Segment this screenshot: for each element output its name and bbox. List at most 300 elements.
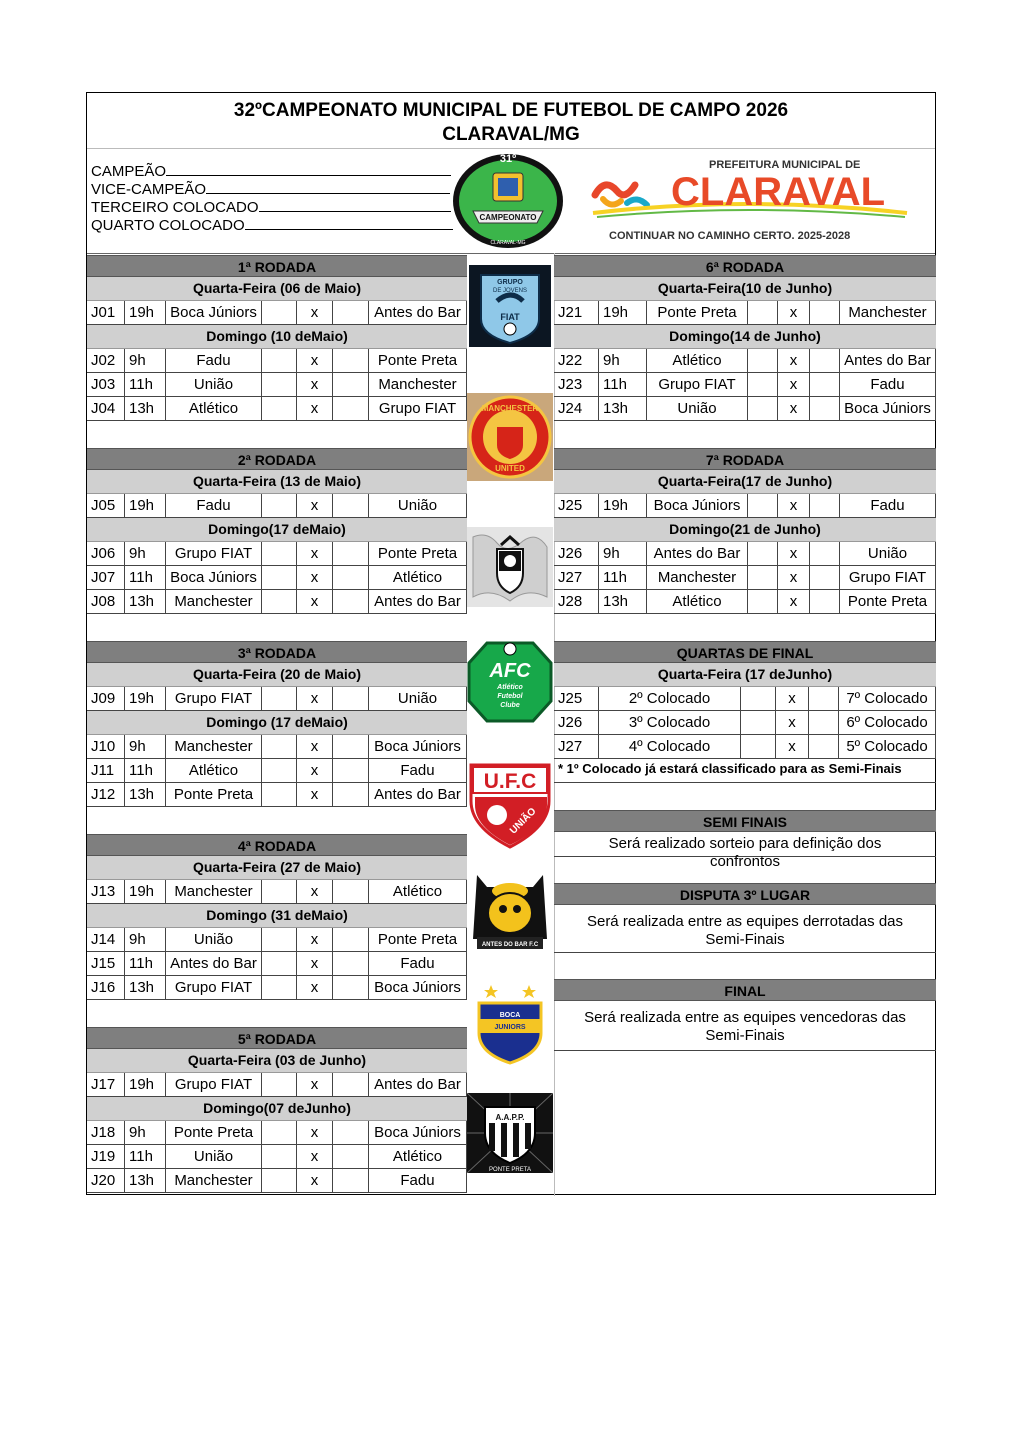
game-away-cell: Ponte Preta (840, 590, 936, 613)
table-row (87, 687, 467, 711)
prefeitura-name: CLARAVAL (671, 170, 886, 214)
game-away-cell: Antes do Bar (369, 783, 467, 806)
game-away-cell: Fadu (840, 373, 936, 396)
game-blank-cell (333, 1121, 369, 1144)
round-4-header: 4ª RODADA (87, 834, 467, 856)
game-blank-cell (333, 542, 369, 565)
game-home-cell: Ponte Preta (166, 783, 262, 806)
game-blank-cell (262, 566, 297, 589)
game-blank-cell (262, 783, 297, 806)
game-away-cell: Boca Júniors (840, 397, 936, 420)
badge-ribbon-text: CAMPEONATO (479, 213, 537, 222)
game-vs-cell: x (297, 542, 333, 565)
quarter-id-cell: J27 (554, 735, 599, 758)
championship-badge (451, 149, 565, 253)
quarter-vs-cell: x (776, 687, 809, 710)
game-id-cell: J24 (554, 397, 599, 420)
game-blank-cell (333, 397, 369, 420)
game-blank-cell (810, 590, 840, 613)
table-row (87, 566, 467, 590)
game-id-cell: J08 (87, 590, 125, 613)
game-id-cell: J21 (554, 301, 599, 324)
game-vs-cell: x (297, 1145, 333, 1168)
quarterfinals-header: QUARTAS DE FINAL (554, 641, 936, 663)
game-home-cell: Atlético (166, 397, 262, 420)
game-blank-cell (333, 301, 369, 324)
game-blank-cell (748, 590, 778, 613)
game-blank-cell (333, 1169, 369, 1192)
game-away-cell: Antes do Bar (369, 301, 467, 324)
game-home-cell: União (647, 397, 748, 420)
game-home-cell: Antes do Bar (647, 542, 748, 565)
game-time-cell: 9h (599, 542, 647, 565)
game-home-cell: Atlético (647, 349, 748, 372)
game-away-cell: Fadu (369, 952, 467, 975)
game-vs-cell: x (297, 494, 333, 517)
game-vs-cell: x (297, 976, 333, 999)
game-home-cell: Fadu (166, 494, 262, 517)
game-vs-cell: x (297, 880, 333, 903)
page-subtitle: CLARAVAL/MG (442, 124, 580, 145)
game-time-cell: 9h (125, 542, 166, 565)
table-row (554, 349, 936, 373)
game-away-cell: Atlético (369, 1145, 467, 1168)
game-time-cell: 19h (125, 880, 166, 903)
game-id-cell: J01 (87, 301, 125, 324)
game-vs-cell: x (778, 349, 810, 372)
game-id-cell: J14 (87, 928, 125, 951)
ponte-logo-mono: A.A.P.P. (495, 1113, 525, 1122)
game-away-cell: Antes do Bar (369, 590, 467, 613)
quarter-away-cell: 5º Colocado (839, 735, 936, 758)
game-blank-cell (262, 494, 297, 517)
game-home-cell: Grupo FIAT (166, 687, 262, 710)
game-blank-cell (262, 590, 297, 613)
table-row (87, 542, 467, 566)
game-blank-cell (333, 759, 369, 782)
table-row (554, 542, 936, 566)
game-blank-cell (262, 1073, 297, 1096)
game-time-cell: 19h (125, 1073, 166, 1096)
game-blank-cell (333, 735, 369, 758)
game-away-cell: Ponte Preta (369, 542, 467, 565)
table-row (87, 397, 467, 421)
game-home-cell: Ponte Preta (647, 301, 748, 324)
round-2-day-label: Domingo(17 deMaio) (87, 518, 467, 542)
game-away-cell: Ponte Preta (369, 928, 467, 951)
table-row (87, 880, 467, 904)
game-blank-cell (333, 976, 369, 999)
game-blank-cell (333, 494, 369, 517)
prefeitura-logo (587, 155, 917, 247)
game-away-cell: Atlético (369, 880, 467, 903)
table-row (87, 1145, 467, 1169)
game-blank-cell (333, 783, 369, 806)
game-vs-cell: x (297, 301, 333, 324)
ponte-preta-logo (467, 1093, 553, 1173)
game-blank-cell (333, 566, 369, 589)
game-away-cell: União (840, 542, 936, 565)
game-home-cell: Manchester (647, 566, 748, 589)
game-time-cell: 11h (125, 566, 166, 589)
game-blank-cell (810, 373, 840, 396)
manchester-logo-bottom: UNITED (495, 464, 525, 473)
quarter-blank-cell (741, 687, 776, 710)
boca-juniors-logo (467, 981, 553, 1065)
table-row (87, 1169, 467, 1193)
fiat-logo-mid: DE JOVENS (492, 288, 528, 294)
round-4-day-label: Quarta-Feira (27 de Maio) (87, 856, 467, 880)
game-blank-cell (333, 373, 369, 396)
table-row (87, 373, 467, 397)
game-blank-cell (748, 373, 778, 396)
table-row (87, 301, 467, 325)
game-vs-cell: x (778, 301, 810, 324)
game-home-cell: Manchester (166, 735, 262, 758)
semifinals-text: Será realizado sorteio para definição dos confrontos (554, 832, 936, 857)
table-row (554, 687, 936, 711)
award-champion: CAMPEÃO (91, 163, 451, 180)
game-time-cell: 11h (125, 1145, 166, 1168)
game-blank-cell (333, 952, 369, 975)
game-away-cell: Manchester (840, 301, 936, 324)
game-home-cell: União (166, 928, 262, 951)
round-4-day-label: Domingo (31 deMaio) (87, 904, 467, 928)
final-text: Será realizada entre as equipes vencedoras das Semi-Finais (554, 1001, 936, 1051)
game-time-cell: 9h (125, 349, 166, 372)
game-id-cell: J19 (87, 1145, 125, 1168)
quarter-home-cell: 2º Colocado (599, 687, 741, 710)
game-blank-cell (748, 566, 778, 589)
game-blank-cell (333, 349, 369, 372)
award-runner-up: VICE-CAMPEÃO (91, 181, 450, 198)
round-2-day-label: Quarta-Feira (13 de Maio) (87, 470, 467, 494)
game-id-cell: J09 (87, 687, 125, 710)
game-time-cell: 9h (125, 1121, 166, 1144)
round-7-header: 7ª RODADA (554, 448, 936, 470)
game-vs-cell: x (297, 783, 333, 806)
header-divider (87, 253, 935, 254)
round-2-header: 2ª RODADA (87, 448, 467, 470)
game-away-cell: Atlético (369, 566, 467, 589)
quarter-away-cell: 6º Colocado (839, 711, 936, 734)
game-time-cell: 13h (599, 590, 647, 613)
game-vs-cell: x (778, 590, 810, 613)
quarterfinals-note: * 1º Colocado já estará classificado para as Semi-Finais (558, 761, 902, 776)
game-blank-cell (262, 397, 297, 420)
table-row (87, 735, 467, 759)
round-1-header: 1ª RODADA (87, 255, 467, 277)
game-blank-cell (333, 1145, 369, 1168)
page-title: 32ºCAMPEONATO MUNICIPAL DE FUTEBOL DE CAMPO 2026 (233, 100, 789, 121)
game-blank-cell (810, 494, 840, 517)
game-vs-cell: x (297, 397, 333, 420)
afc-logo-big: AFC (489, 660, 531, 682)
game-id-cell: J17 (87, 1073, 125, 1096)
game-blank-cell (333, 590, 369, 613)
quarter-home-cell: 3º Colocado (599, 711, 741, 734)
table-row (87, 783, 467, 807)
game-id-cell: J06 (87, 542, 125, 565)
afc-logo-line3: Clube (500, 702, 520, 709)
game-id-cell: J04 (87, 397, 125, 420)
boca-logo-text1: BOCA (499, 1012, 521, 1019)
game-blank-cell (810, 301, 840, 324)
round-6-header: 6ª RODADA (554, 255, 936, 277)
table-row (554, 373, 936, 397)
game-home-cell: Manchester (166, 590, 262, 613)
antes-do-bar-logo (467, 869, 553, 955)
game-blank-cell (262, 301, 297, 324)
game-blank-cell (262, 928, 297, 951)
prefeitura-slogan: CONTINUAR NO CAMINHO CERTO. 2025-2028 (609, 230, 851, 242)
round-3-day-label: Quarta-Feira (20 de Maio) (87, 663, 467, 687)
game-away-cell: Fadu (369, 1169, 467, 1192)
quarter-blank-cell (741, 711, 776, 734)
game-home-cell: Boca Júniors (166, 301, 262, 324)
game-id-cell: J25 (554, 494, 599, 517)
game-vs-cell: x (297, 373, 333, 396)
game-time-cell: 11h (125, 759, 166, 782)
game-time-cell: 19h (125, 494, 166, 517)
game-time-cell: 13h (125, 397, 166, 420)
table-row (87, 759, 467, 783)
game-id-cell: J02 (87, 349, 125, 372)
semifinals-header: SEMI FINAIS (554, 810, 936, 832)
game-home-cell: Boca Júniors (647, 494, 748, 517)
round-1-day-label: Quarta-Feira (06 de Maio) (87, 277, 467, 301)
game-blank-cell (262, 735, 297, 758)
quarter-id-cell: J25 (554, 687, 599, 710)
table-row (87, 928, 467, 952)
quarter-vs-cell: x (776, 735, 809, 758)
game-blank-cell (262, 349, 297, 372)
game-away-cell: Grupo FIAT (840, 566, 936, 589)
table-row (554, 590, 936, 614)
game-blank-cell (262, 542, 297, 565)
round-7-day-label: Domingo(21 de Junho) (554, 518, 936, 542)
game-vs-cell: x (297, 590, 333, 613)
table-row (87, 349, 467, 373)
antes-logo-caption: ANTES DO BAR F.C (481, 942, 539, 948)
round-7-day-label: Quarta-Feira(17 de Junho) (554, 470, 936, 494)
game-time-cell: 11h (125, 952, 166, 975)
game-id-cell: J03 (87, 373, 125, 396)
game-id-cell: J16 (87, 976, 125, 999)
table-row (554, 735, 936, 759)
game-blank-cell (262, 976, 297, 999)
game-time-cell: 11h (599, 373, 647, 396)
table-row (87, 590, 467, 614)
round-5-header: 5ª RODADA (87, 1027, 467, 1049)
quarter-vs-cell: x (776, 711, 809, 734)
game-id-cell: J10 (87, 735, 125, 758)
game-id-cell: J23 (554, 373, 599, 396)
final-header: FINAL (554, 979, 936, 1001)
game-home-cell: Fadu (166, 349, 262, 372)
game-time-cell: 13h (125, 1169, 166, 1192)
game-vs-cell: x (297, 687, 333, 710)
game-blank-cell (810, 542, 840, 565)
table-row (87, 1073, 467, 1097)
game-time-cell: 19h (125, 301, 166, 324)
game-id-cell: J28 (554, 590, 599, 613)
game-blank-cell (810, 397, 840, 420)
game-away-cell: União (369, 687, 467, 710)
game-vs-cell: x (778, 542, 810, 565)
game-vs-cell: x (297, 566, 333, 589)
quarter-blank-cell (809, 735, 839, 758)
quarter-away-cell: 7º Colocado (839, 687, 936, 710)
game-time-cell: 11h (125, 373, 166, 396)
game-home-cell: Manchester (166, 880, 262, 903)
game-id-cell: J07 (87, 566, 125, 589)
award-fourth: QUARTO COLOCADO (91, 217, 453, 234)
game-home-cell: União (166, 1145, 262, 1168)
table-row (554, 711, 936, 735)
left-rounds (87, 255, 467, 1195)
game-home-cell: Atlético (647, 590, 748, 613)
quarter-home-cell: 4º Colocado (599, 735, 741, 758)
game-away-cell: Fadu (369, 759, 467, 782)
atletico-fc-logo (467, 639, 553, 725)
manchester-logo-top: MANCHESTER (481, 404, 539, 413)
ufc-logo-big: U.F.C (483, 770, 537, 793)
game-time-cell: 19h (599, 301, 647, 324)
game-blank-cell (748, 301, 778, 324)
quarterfinals-note-divider (554, 782, 936, 783)
schedule-sheet (86, 92, 936, 1195)
game-away-cell: Boca Júniors (369, 976, 467, 999)
fadu-logo (467, 527, 553, 607)
game-id-cell: J20 (87, 1169, 125, 1192)
game-away-cell: Boca Júniors (369, 735, 467, 758)
game-vs-cell: x (297, 349, 333, 372)
game-time-cell: 11h (599, 566, 647, 589)
game-blank-cell (748, 494, 778, 517)
badge-top-text: 31º (499, 153, 517, 165)
game-away-cell: Antes do Bar (840, 349, 936, 372)
game-vs-cell: x (778, 373, 810, 396)
round-6-day-label: Quarta-Feira(10 de Junho) (554, 277, 936, 301)
game-blank-cell (333, 928, 369, 951)
game-vs-cell: x (297, 1169, 333, 1192)
game-vs-cell: x (297, 759, 333, 782)
game-time-cell: 19h (125, 687, 166, 710)
afc-logo-line2: Futebol (497, 693, 523, 700)
game-blank-cell (810, 566, 840, 589)
game-blank-cell (333, 1073, 369, 1096)
game-time-cell: 13h (599, 397, 647, 420)
quarter-id-cell: J26 (554, 711, 599, 734)
game-time-cell: 13h (125, 976, 166, 999)
table-row (87, 1121, 467, 1145)
game-vs-cell: x (297, 928, 333, 951)
game-time-cell: 19h (599, 494, 647, 517)
game-vs-cell: x (778, 494, 810, 517)
game-id-cell: J11 (87, 759, 125, 782)
game-home-cell: Boca Júniors (166, 566, 262, 589)
game-blank-cell (262, 1169, 297, 1192)
game-blank-cell (262, 687, 297, 710)
game-time-cell: 13h (125, 590, 166, 613)
table-row (87, 976, 467, 1000)
table-row (87, 494, 467, 518)
game-blank-cell (262, 880, 297, 903)
game-away-cell: Manchester (369, 373, 467, 396)
game-away-cell: Antes do Bar (369, 1073, 467, 1096)
game-id-cell: J18 (87, 1121, 125, 1144)
table-row (554, 397, 936, 421)
game-home-cell: Ponte Preta (166, 1121, 262, 1144)
third-place-header: DISPUTA 3º LUGAR (554, 883, 936, 905)
game-home-cell: Grupo FIAT (166, 542, 262, 565)
game-away-cell: Boca Júniors (369, 1121, 467, 1144)
grupo-fiat-logo (467, 263, 553, 349)
game-blank-cell (262, 1121, 297, 1144)
quarter-blank-cell (809, 687, 839, 710)
round-3-header: 3ª RODADA (87, 641, 467, 663)
round-1-day-label: Domingo (10 deMaio) (87, 325, 467, 349)
game-home-cell: União (166, 373, 262, 396)
game-vs-cell: x (778, 397, 810, 420)
table-row (554, 566, 936, 590)
ufc-logo-ribbon: UNIÃO (507, 805, 539, 837)
game-vs-cell: x (297, 1121, 333, 1144)
game-time-cell: 13h (125, 783, 166, 806)
round-6-day-label: Domingo(14 de Junho) (554, 325, 936, 349)
boca-logo-text2: JUNIORS (494, 1024, 526, 1031)
game-time-cell: 9h (125, 928, 166, 951)
game-id-cell: J05 (87, 494, 125, 517)
game-vs-cell: x (297, 952, 333, 975)
table-row (554, 494, 936, 518)
game-away-cell: Ponte Preta (369, 349, 467, 372)
game-time-cell: 9h (125, 735, 166, 758)
game-blank-cell (748, 349, 778, 372)
right-rounds (554, 255, 936, 1195)
quarter-blank-cell (741, 735, 776, 758)
game-id-cell: J26 (554, 542, 599, 565)
game-blank-cell (262, 1145, 297, 1168)
game-blank-cell (262, 759, 297, 782)
game-id-cell: J13 (87, 880, 125, 903)
ponte-logo-caption: PONTE PRETA (489, 1167, 531, 1173)
game-blank-cell (748, 542, 778, 565)
prefeitura-line: PREFEITURA MUNICIPAL DE (709, 159, 861, 171)
third-place-text: Será realizada entre as equipes derrotadas das Semi-Finais (554, 905, 936, 953)
game-id-cell: J22 (554, 349, 599, 372)
round-3-day-label: Domingo (17 deMaio) (87, 711, 467, 735)
game-blank-cell (262, 952, 297, 975)
table-row (554, 301, 936, 325)
game-blank-cell (810, 349, 840, 372)
uniao-fc-logo (467, 761, 553, 851)
game-away-cell: Grupo FIAT (369, 397, 467, 420)
game-blank-cell (333, 880, 369, 903)
game-home-cell: Atlético (166, 759, 262, 782)
game-home-cell: Grupo FIAT (166, 1073, 262, 1096)
quarter-blank-cell (809, 711, 839, 734)
game-blank-cell (748, 397, 778, 420)
badge-bottom-text: CLARAVAL-MG (490, 240, 526, 246)
quarterfinals-day-label: Quarta-Feira (17 deJunho) (554, 663, 936, 687)
afc-logo-line1: Atlético (497, 684, 523, 691)
game-vs-cell: x (297, 735, 333, 758)
game-away-cell: Fadu (840, 494, 936, 517)
game-vs-cell: x (778, 566, 810, 589)
game-blank-cell (333, 687, 369, 710)
